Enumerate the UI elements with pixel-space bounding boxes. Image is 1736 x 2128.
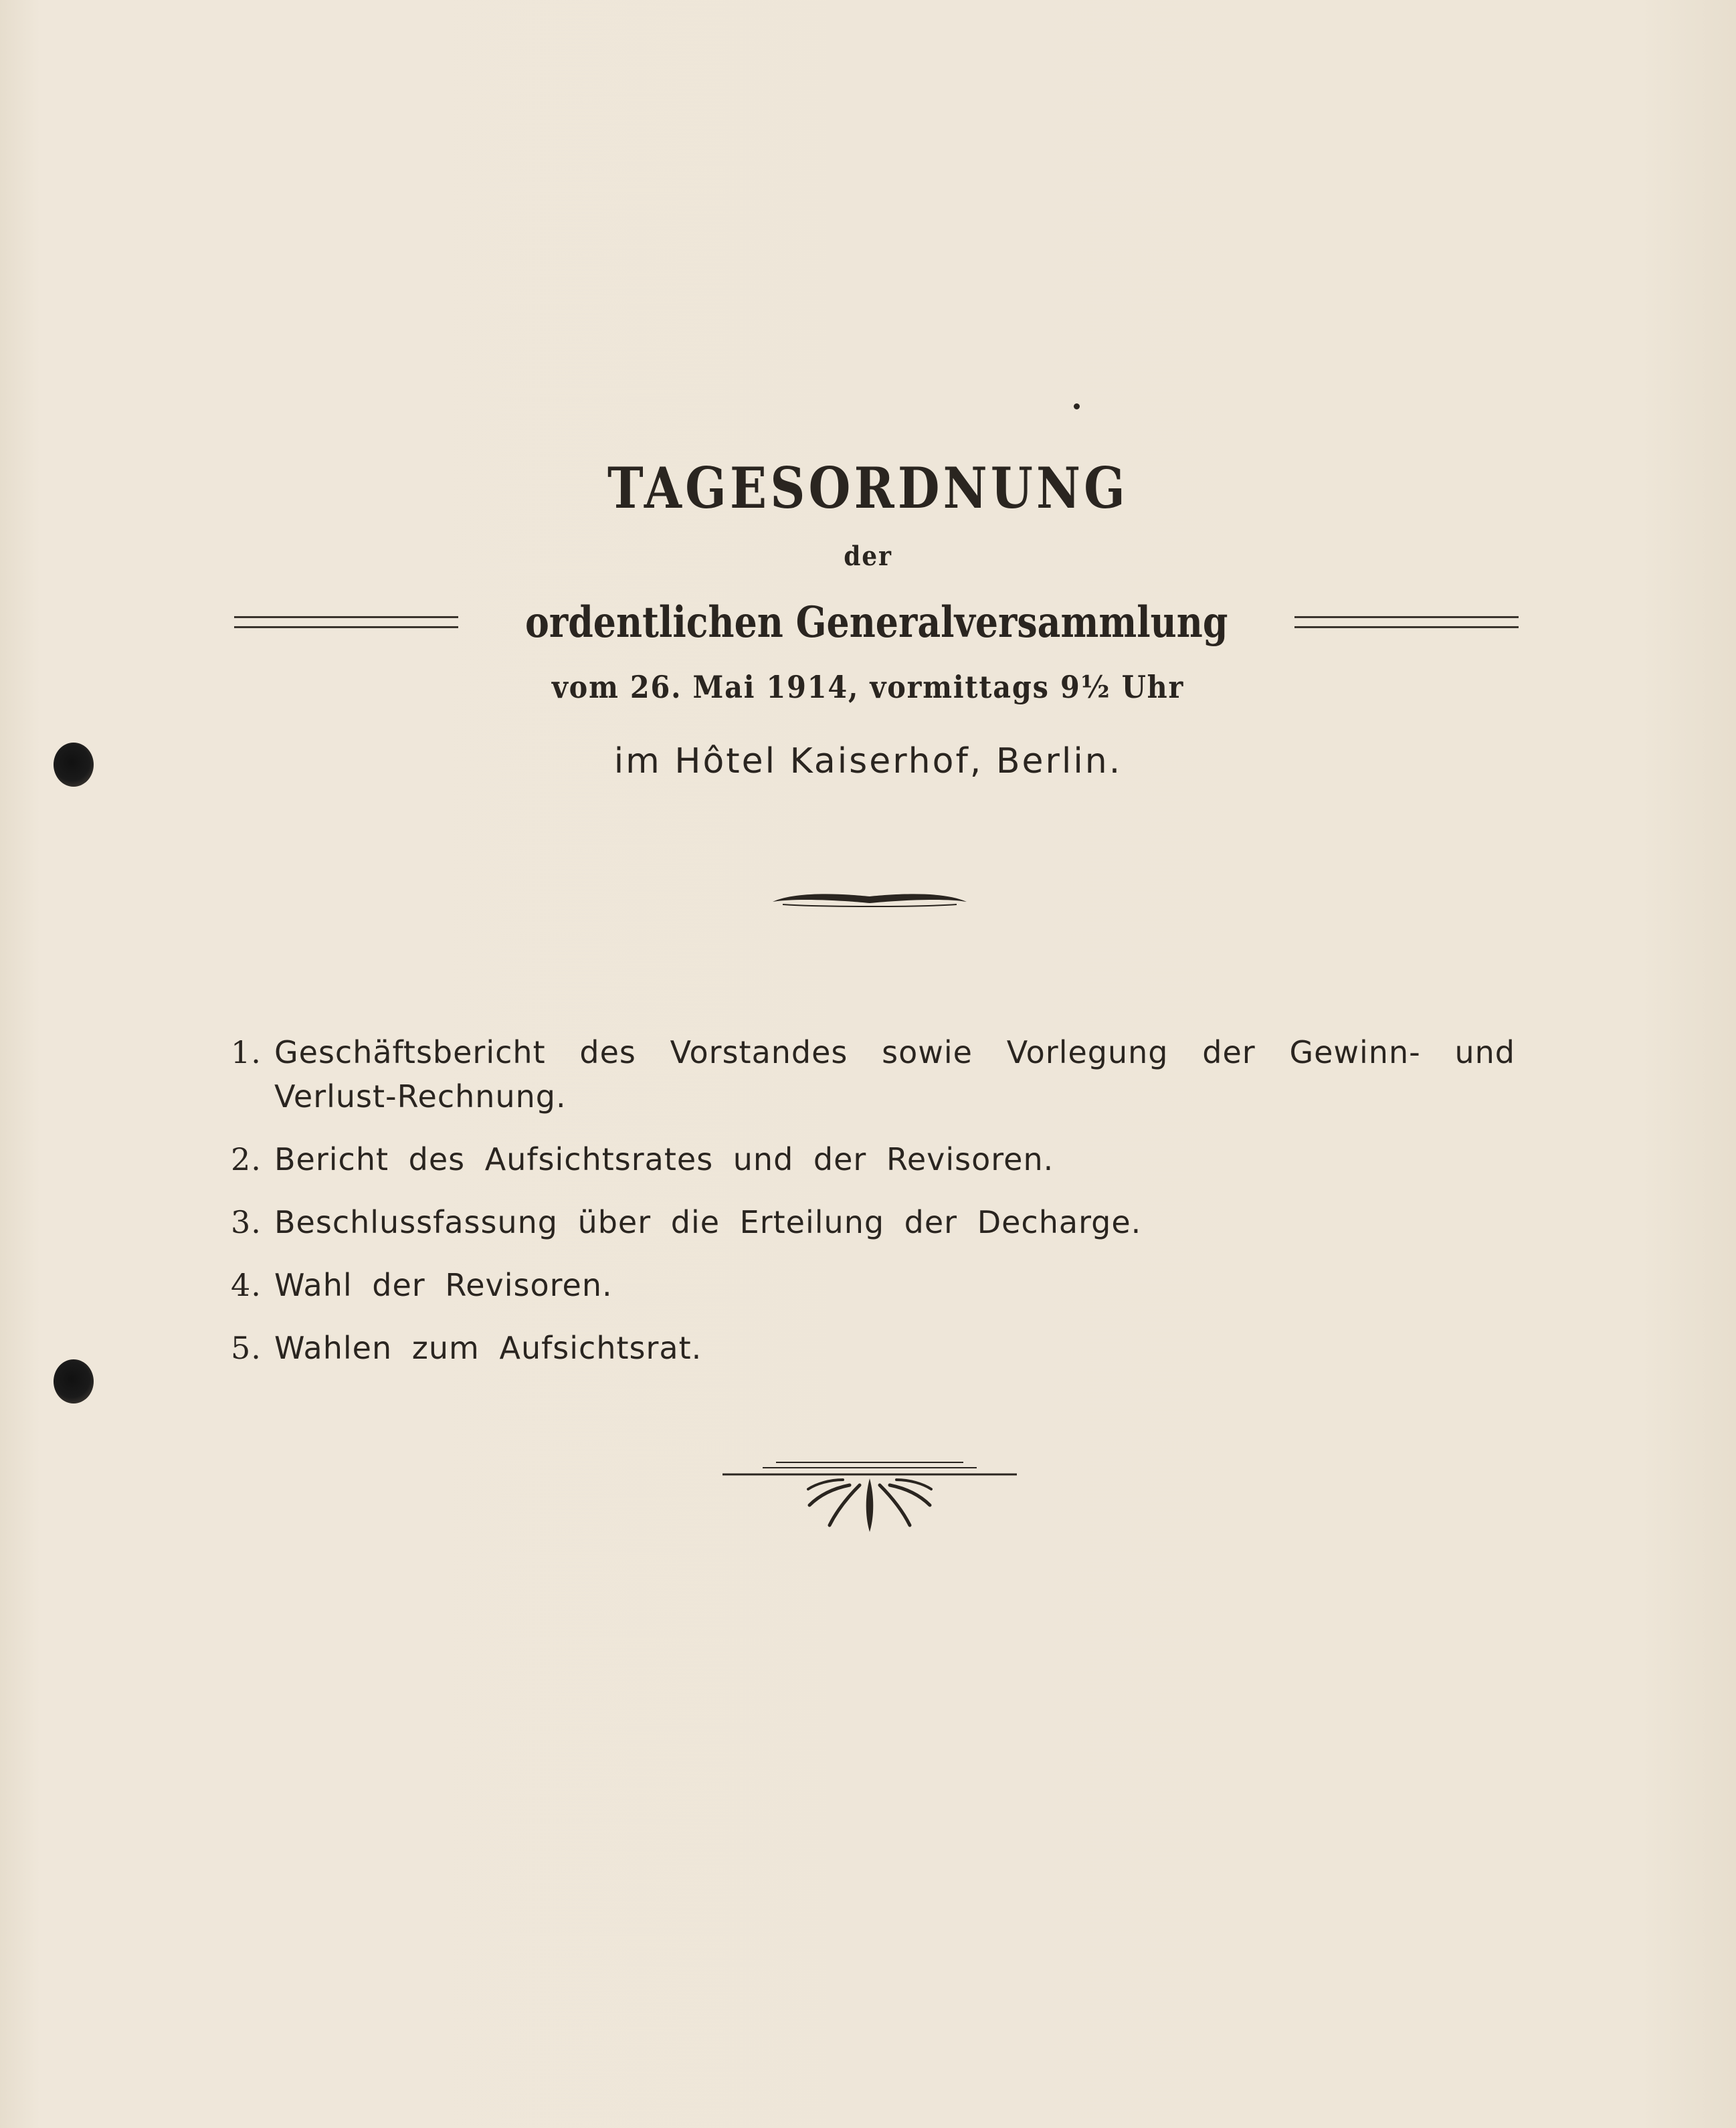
place-line: im Hôtel Kaiserhof, Berlin.: [613, 741, 1123, 781]
agenda-item: [231, 1326, 1515, 1370]
agenda-item-text: Bericht des Aufsichtsrates und der Revisoren.: [274, 1141, 1054, 1177]
agenda-item: [231, 1137, 1515, 1181]
page-title: TAGESORDNUNG: [607, 455, 1129, 521]
right-double-rule: [1294, 616, 1519, 628]
agenda-item-text: Wahlen zum Aufsichtsrat.: [274, 1330, 702, 1366]
agenda-item-number: 4.: [231, 1267, 262, 1303]
ornament-divider-icon: [769, 890, 970, 910]
agenda-item-number: 1.: [231, 1034, 262, 1070]
date-line: vom 26. Mai 1914, vormittags 9½ Uhr: [551, 669, 1185, 705]
agenda-item: [231, 1030, 1515, 1119]
agenda-item-number: 5.: [231, 1330, 262, 1366]
agenda-item-text: Wahl der Revisoren.: [274, 1267, 613, 1303]
ornament-tailpiece-icon: [722, 1458, 1017, 1545]
agenda-item-number: 3.: [231, 1204, 262, 1240]
left-double-rule: [234, 616, 458, 628]
agenda-list: [231, 1030, 1515, 1389]
agenda-item-number: 2.: [231, 1141, 262, 1177]
assembly-heading: ordentlichen Generalversammlung: [524, 597, 1228, 648]
agenda-item: [231, 1263, 1515, 1307]
subtitle-der: der: [844, 541, 892, 572]
assembly-heading-row: [234, 595, 1519, 649]
ink-speck: [1074, 403, 1080, 409]
agenda-item: [231, 1200, 1515, 1244]
agenda-item-text: Geschäftsbericht des Vorstandes sowie Vorlegung der Gewinn- und Verlust-Rechnung.: [274, 1034, 1515, 1115]
punch-hole-bottom: [54, 1359, 94, 1404]
agenda-item-text: Beschlussfassung über die Erteilung der Decharge.: [274, 1204, 1142, 1240]
